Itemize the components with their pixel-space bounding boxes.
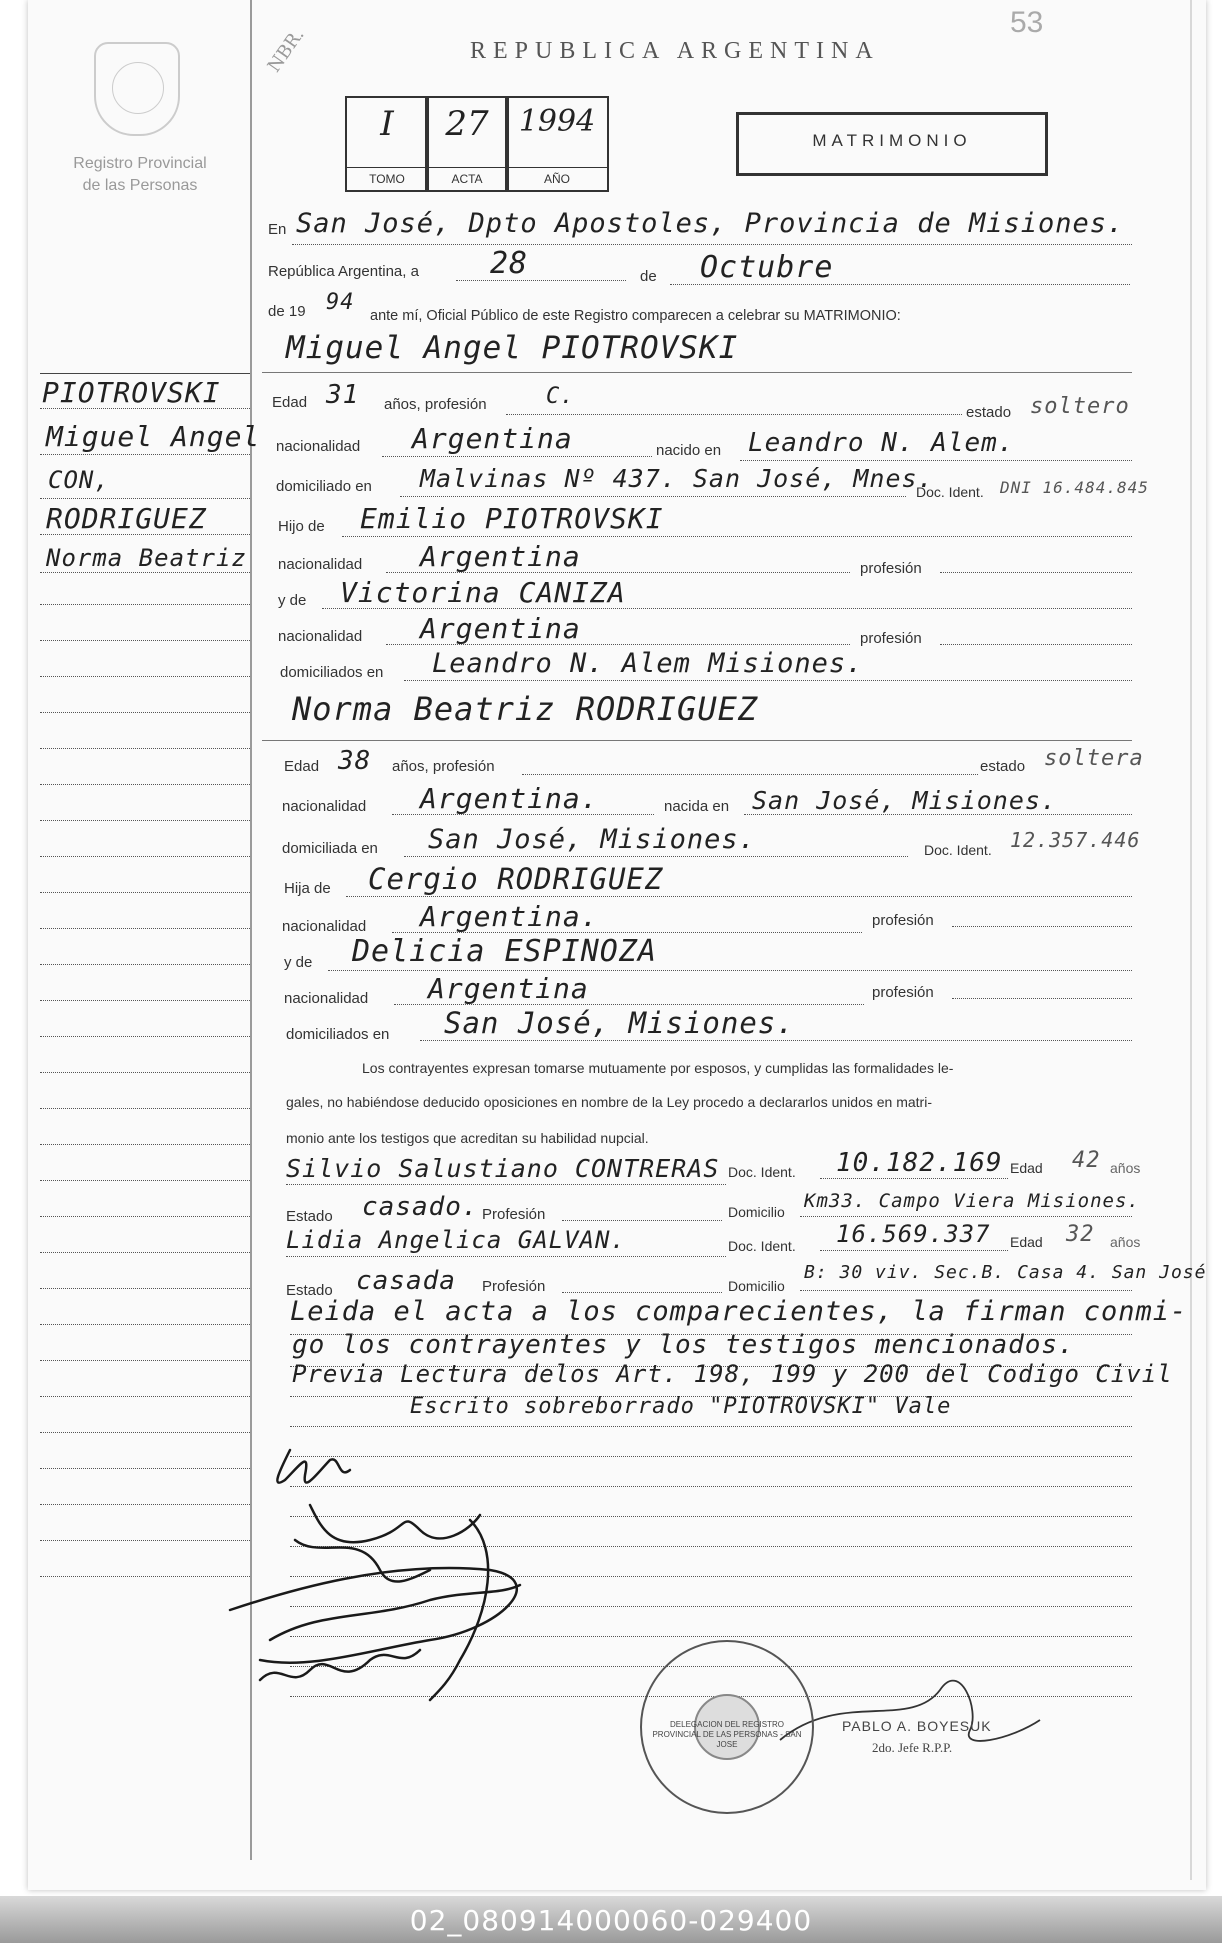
groom-father: Emilio PIOTROVSKI — [360, 502, 664, 535]
bride-parents-address: San José, Misiones. — [444, 1006, 795, 1040]
margin-name: RODRIGUEZ — [46, 502, 207, 535]
footer-id: 02_080914000060-029400 — [409, 1904, 813, 1937]
bride-mother: Delicia ESPINOZA — [352, 934, 657, 969]
closing-note: Leida el acta a los comparecientes, la firman conmi- — [290, 1296, 1188, 1327]
margin-name: CON, — [48, 466, 110, 494]
groom-marital-status: soltero — [1030, 394, 1130, 419]
right-edge — [1190, 0, 1192, 1880]
witness-2-name: Lidia Angelica GALVAN. — [286, 1226, 626, 1254]
witness-1-age: 42 — [1072, 1148, 1101, 1173]
place: San José, Dpto Apostoles, Provincia de Misiones. — [296, 208, 1125, 239]
official-stamp: DELEGACION DEL REGISTRO PROVINCIAL DE LAS PERSONAS - SAN JOSE — [640, 1640, 814, 1814]
bride-father-nationality: Argentina. — [420, 900, 599, 933]
month: Octubre — [700, 250, 834, 285]
groom-name: Miguel Angel PIOTROVSKI — [286, 330, 739, 366]
year: 94 — [326, 290, 355, 315]
officer-name: PABLO A. BOYESUK — [842, 1718, 992, 1734]
witness-2-doc: 16.569.337 — [836, 1220, 991, 1248]
day: 28 — [490, 246, 529, 281]
groom-age: 31 — [326, 380, 360, 410]
groom-mother: Victorina CANIZA — [340, 576, 626, 609]
bride-father: Cergio RODRIGUEZ — [368, 862, 664, 896]
bride-name: Norma Beatriz RODRIGUEZ — [292, 690, 759, 728]
bride-doc: 12.357.446 — [1010, 828, 1141, 852]
margin-note: NBR. — [263, 24, 309, 77]
registry-name: Registro Provincial de las Personas — [73, 155, 207, 194]
margin-name: Miguel Angel — [46, 420, 261, 453]
groom-doc: DNI 16.484.845 — [1000, 478, 1149, 497]
bride-marital-status: soltera — [1044, 746, 1144, 771]
record-type-box: MATRIMONIO — [736, 112, 1048, 176]
closing-note: Previa Lectura delos Art. 198, 199 y 200 del Codigo Civil — [292, 1360, 1173, 1388]
groom-parents-address: Leandro N. Alem Misiones. — [432, 648, 864, 679]
witness-1-doc: 10.182.169 — [836, 1148, 1003, 1178]
witness-1-name: Silvio Salustiano CONTRERAS — [286, 1154, 720, 1183]
officer-title: 2do. Jefe R.P.P. — [872, 1740, 953, 1755]
country-heading: REPUBLICA ARGENTINA — [470, 38, 880, 64]
groom-father-nationality: Argentina — [420, 540, 581, 573]
registry-seal-icon — [94, 42, 180, 136]
anio-box: 1994 AÑO — [505, 96, 609, 192]
bride-nationality: Argentina. — [420, 782, 599, 815]
witness-1-status: casado. — [362, 1192, 479, 1222]
signatures — [170, 1410, 650, 1710]
bride-age: 38 — [338, 746, 372, 776]
bride-address: San José, Misiones. — [428, 824, 756, 855]
acta-box: 27 ACTA — [425, 96, 509, 192]
groom-address: Malvinas Nº 437. San José, Mnes. — [420, 464, 934, 493]
groom-mother-nationality: Argentina — [420, 612, 581, 645]
groom-profession: C. — [546, 384, 575, 409]
closing-note: go los contrayentes y los testigos mencionados. — [292, 1330, 1075, 1360]
margin-name: Norma Beatriz — [46, 544, 247, 572]
closing-note: Escrito sobreborrado "PIOTROVSKI" Vale — [410, 1394, 952, 1419]
bride-birthplace: San José, Misiones. — [752, 786, 1057, 815]
groom-nationality: Argentina — [412, 422, 573, 455]
witness-2-address: B: 30 viv. Sec.B. Casa 4. San José — [804, 1262, 1207, 1283]
bride-mother-nationality: Argentina — [428, 972, 589, 1005]
witness-2-status: casada — [356, 1266, 456, 1296]
margin-name: PIOTROVSKI — [42, 376, 221, 409]
page-number: 53 — [1010, 6, 1044, 39]
witness-1-address: Km33. Campo Viera Misiones. — [804, 1190, 1140, 1212]
tomo-box: I TOMO — [345, 96, 429, 192]
groom-birthplace: Leandro N. Alem. — [748, 428, 1015, 458]
witness-2-age: 32 — [1066, 1222, 1095, 1247]
